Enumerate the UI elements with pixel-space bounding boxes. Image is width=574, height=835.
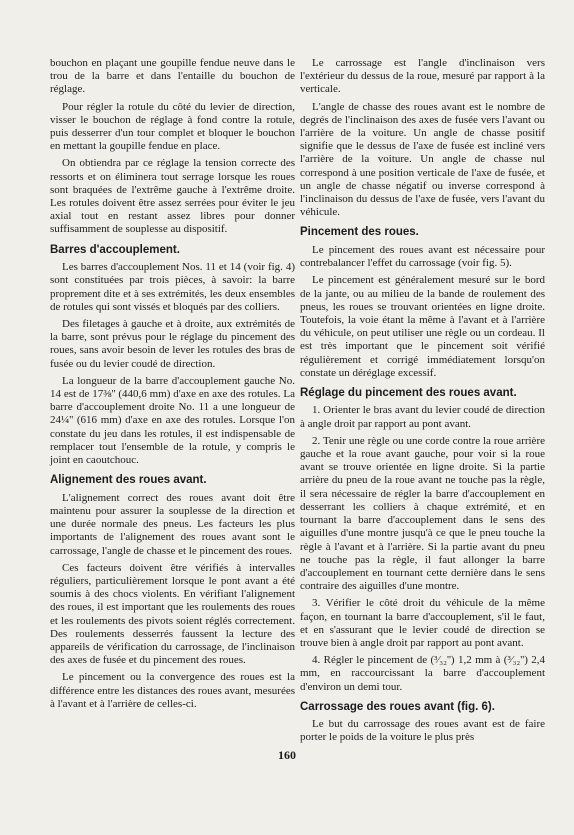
paragraph: 4. Régler le pincement de (³⁄₃₂'') 1,2 mm à (³⁄₃₂'') 2,4 mm, en raccourcissant la barre d'accouplement d'environ un demi tour.	[300, 654, 545, 693]
section-heading: Barres d'accouplement.	[50, 243, 180, 256]
paragraph: Le pincement est généralement mesuré sur le bord de la jante, ou au milieu de la bande de roulement des pneus, les roues se trouvant orientées en ligne droite. Toutefois, la voie étant la même à l'avant et à l'arrière du véhicule, on peut utiliser une règle ou un cordeau. Il est très important que le pincement soit vérifié régulièrement et corrigé immédiatement lorsqu'on constate un déréglage excessif.	[300, 274, 545, 379]
paragraph: Pour régler la rotule du côté du levier de direction, visser le bouchon de réglage à fond contre la rotule, puis desserrer d'un tour complet et bloquer le bouchon en mettant la goupille fendue en place.	[50, 100, 295, 153]
paragraph: 3. Vérifier le côté droit du véhicule de la même façon, en tournant la barre d'accouplement, s'il le faut, et en s'assurant que le levier coudé de direction se trouve bien à angle droit par rapport au pont avant.	[300, 597, 545, 649]
section-heading: Carrossage des roues avant (fig. 6).	[300, 700, 495, 713]
paragraph: Le pincement ou la convergence des roues est la différence entre les distances des roues avant, mesurées à l'avant et à l'arrière de celles-ci.	[50, 671, 295, 710]
paragraph: 2. Tenir une règle ou une corde contre la roue arrière gauche et la roue avant gauche, pour voir si la roue avant se trouve orientée en ligne droite. Si la partie arrière du pneu de la roue avant ne touche pas la règle, il sera nécessaire de régler la barre d'accouplement en desserrant les colliers à chaque extrémité, et en tournant la barre d'accouplement dans le sens des aiguilles d'une montre jusqu'à ce que le pneu touche la règle à l'avant et à l'arrière. Si la partie avant du pneu ne touche pas la règle, il faut allonger la barre d'accouplement en tournant cette dernière dans le sens contraire des aiguilles d'une montre.	[300, 434, 545, 593]
section-heading: Réglage du pincement des roues avant.	[300, 386, 517, 399]
paragraph: L'alignement correct des roues avant doit être maintenu pour assurer la souplesse de la direction et une durée normale des pneus. Les facteurs les plus importants de l'alignement des roues avant sont le carrossage, l'angle de chasse et le pincement des roues.	[50, 491, 295, 557]
paragraph: Ces facteurs doivent être vérifiés à intervalles réguliers, particulièrement lorsque le pont avant a été soumis à des chocs violents. En vérifiant l'alignement des roues, il est important que les roulements des roues et les roulements des pivots soient réglés correctement. Des roulements desserrés faussent la lecture des appareils de vérification du carrossage, de l'inclinaison des axes de fusée et du pincement des roues.	[50, 561, 295, 667]
page-number: 160	[278, 748, 296, 762]
paragraph: Le but du carrossage des roues avant est de faire porter le poids de la voiture le plus près	[300, 718, 545, 744]
left-column	[50, 57, 295, 715]
paragraph: bouchon en plaçant une goupille fendue neuve dans le trou de la barre et dans l'entaille du bouchon de réglage.	[50, 57, 295, 96]
section-heading: Alignement des roues avant.	[50, 474, 207, 487]
paragraph: Les barres d'accouplement Nos. 11 et 14 (voir fig. 4) sont constituées par trois pièces, à savoir: la barre proprement dite et à ses extrémités, les deux ensembles de rotules qui sont vissés et bloqués par des colliers.	[50, 261, 295, 313]
paragraph: 1. Orienter le bras avant du levier coudé de direction à angle droit par rapport au pont avant.	[300, 404, 545, 430]
right-column	[300, 57, 545, 749]
paragraph: L'angle de chasse des roues avant est le nombre de degrés de l'inclinaison des axes de fusée vers l'avant ou l'arrière de la voiture. Un angle de chasse positif signifie que le dessus de l'axe de fusée est incliné vers l'arrière de la voiture. Un angle de chasse nul correspond à une position verticale de l'axe de fusée, et un angle de chasse négatif ou inverse correspond à l'inclinaison du dessus de l'axe de fusée, vers l'avant du véhicule.	[300, 100, 545, 219]
paragraph: On obtiendra par ce réglage la tension correcte des ressorts et on éliminera tout serrage lorsque les roues sont braquées de l'extrême gauche à l'extrême droite. Les rotules doivent être assez serrées pour éviter le jeu axial tout en restant assez libres pour donner suffisamment de souplesse au dispositif.	[50, 157, 295, 236]
paragraph: Le carrossage est l'angle d'inclinaison vers l'extérieur du dessus de la roue, mesuré par rapport à la verticale.	[300, 57, 545, 96]
section-heading: Pincement des roues.	[300, 226, 419, 239]
paragraph: Des filetages à gauche et à droite, aux extrémités de la barre, sont prévus pour le réglage du pincement des roues, sans avoir besoin de lever les rotules des bras de fusée ou du levier coudé de direction.	[50, 317, 295, 370]
paragraph: La longueur de la barre d'accouplement gauche No. 14 est de 17⅜'' (440,6 mm) d'axe en axe des rotules. La barre d'accouplement droite No. 11 a une longueur de 24¼'' (616 mm) d'axe en axe des rotules. Lorsque l'on constate du jeu dans les rotules, il est indispensable de remplacer tout l'ensemble de la rotule, y compris le joint en caoutchouc.	[50, 374, 295, 466]
paragraph: Le pincement des roues avant est nécessaire pour contrebalancer l'effet du carrossage (voir fig. 5).	[300, 243, 545, 270]
